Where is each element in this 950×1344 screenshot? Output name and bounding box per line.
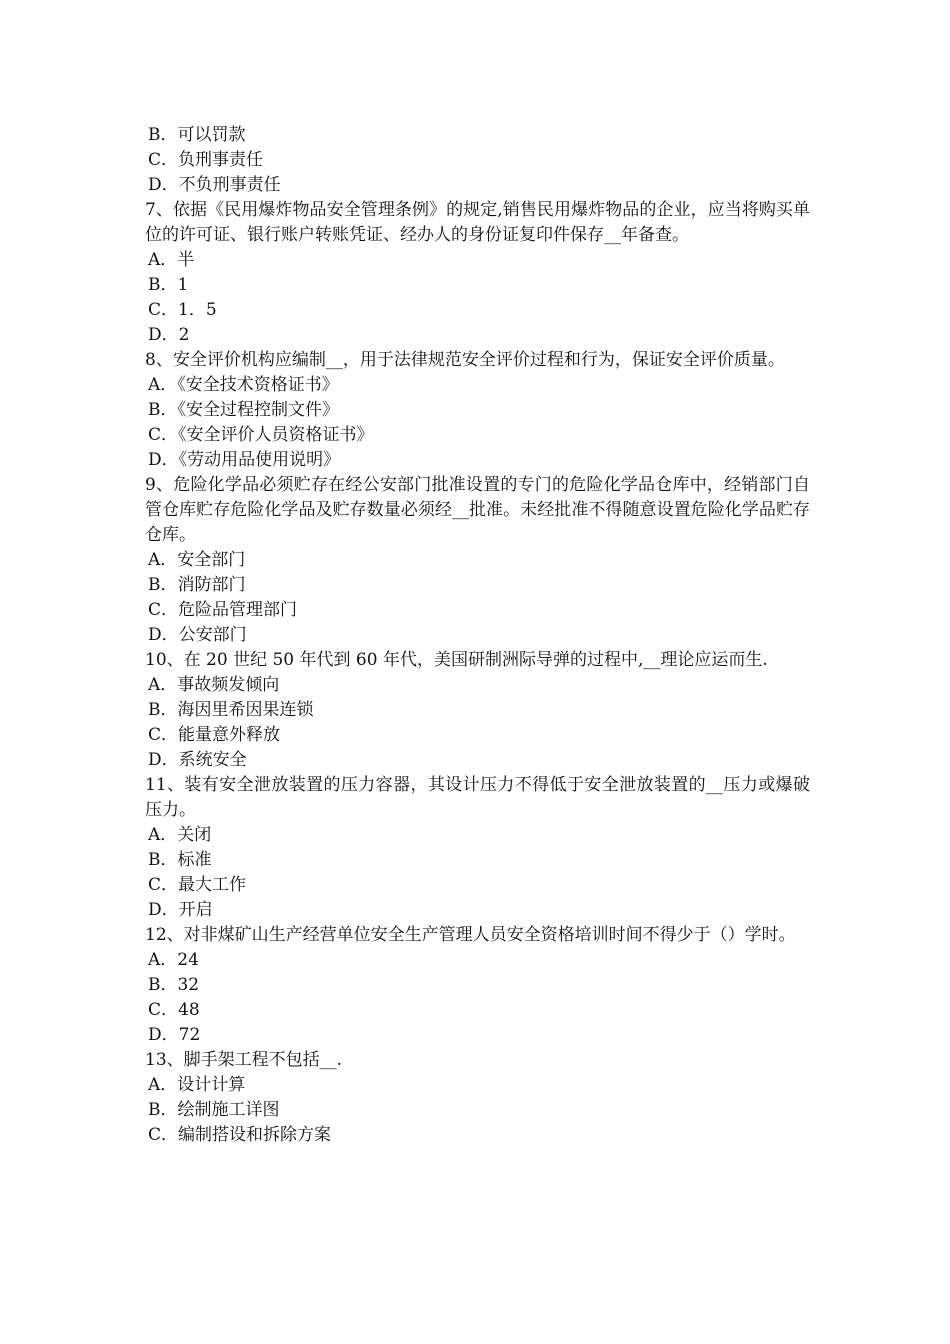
option: C．危险品管理部门	[148, 600, 298, 620]
option: B．海因里希因果连锁	[148, 700, 314, 720]
option: C．《安全评价人员资格证书》	[148, 425, 374, 445]
option: A．事故频发倾向	[148, 675, 280, 695]
option: B．标准	[148, 850, 212, 870]
option: B．绘制施工详图	[148, 1100, 280, 1120]
option: A．关闭	[148, 825, 212, 845]
option: B．《安全过程控制文件》	[148, 400, 339, 420]
continuation-options	[145, 123, 810, 198]
option: D．开启	[148, 900, 213, 920]
option: D．系统安全	[148, 750, 247, 770]
option: D．《劳动用品使用说明》	[148, 450, 341, 470]
question-8	[145, 348, 810, 473]
option: C．能量意外释放	[148, 725, 281, 745]
question-11	[145, 773, 810, 923]
question-12	[145, 923, 810, 1048]
option: C．负刑事责任	[148, 150, 264, 170]
question-9	[145, 473, 810, 648]
question-7	[145, 198, 810, 348]
question-stem: 12、对非煤矿山生产经营单位安全生产管理人员安全资格培训时间不得少于（）学时。	[145, 925, 796, 945]
option: A．《安全技术资格证书》	[148, 375, 339, 395]
question-stem: 9、危险化学品必须贮存在经公安部门批准设置的专门的危险化学品仓库中，经销部门自管仓库贮存危险化学品及贮存数量必须经__批准。未经批准不得随意设置危险化学品贮存仓库。	[145, 475, 810, 545]
question-stem: 11、装有安全泄放装置的压力容器，其设计压力不得低于安全泄放装置的__压力或爆破压力。	[145, 775, 810, 820]
question-stem: 10、在 20 世纪 50 年代到 60 年代，美国研制洲际导弹的过程中,__理论应运而生.	[145, 650, 768, 670]
option: D．2	[148, 325, 190, 345]
option: C．最大工作	[148, 875, 247, 895]
option: D．不负刑事责任	[148, 175, 281, 195]
option: A．安全部门	[148, 550, 246, 570]
option: B．1	[148, 275, 189, 295]
option: A．设计计算	[148, 1075, 246, 1095]
option: D．72	[148, 1025, 201, 1045]
option: A．半	[148, 250, 195, 270]
question-10	[145, 648, 810, 773]
question-13	[145, 1048, 810, 1148]
option: C．编制搭设和拆除方案	[148, 1125, 332, 1145]
option: C．48	[148, 1000, 200, 1020]
option: D．公安部门	[148, 625, 247, 645]
question-stem: 13、脚手架工程不包括__.	[145, 1050, 343, 1070]
option: B．可以罚款	[148, 125, 246, 145]
question-stem: 7、依据《民用爆炸物品安全管理条例》的规定,销售民用爆炸物品的企业，应当将购买单位的许可证、银行账户转账凭证、经办人的身份证复印件保存__年备查。	[145, 200, 810, 245]
document-page	[145, 123, 810, 1148]
option: A．24	[148, 950, 199, 970]
question-stem: 8、安全评价机构应编制__，用于法律规范安全评价过程和行为，保证安全评价质量。	[145, 350, 785, 370]
option: C．1．5	[148, 300, 217, 320]
option: B．消防部门	[148, 575, 246, 595]
option: B．32	[148, 975, 200, 995]
